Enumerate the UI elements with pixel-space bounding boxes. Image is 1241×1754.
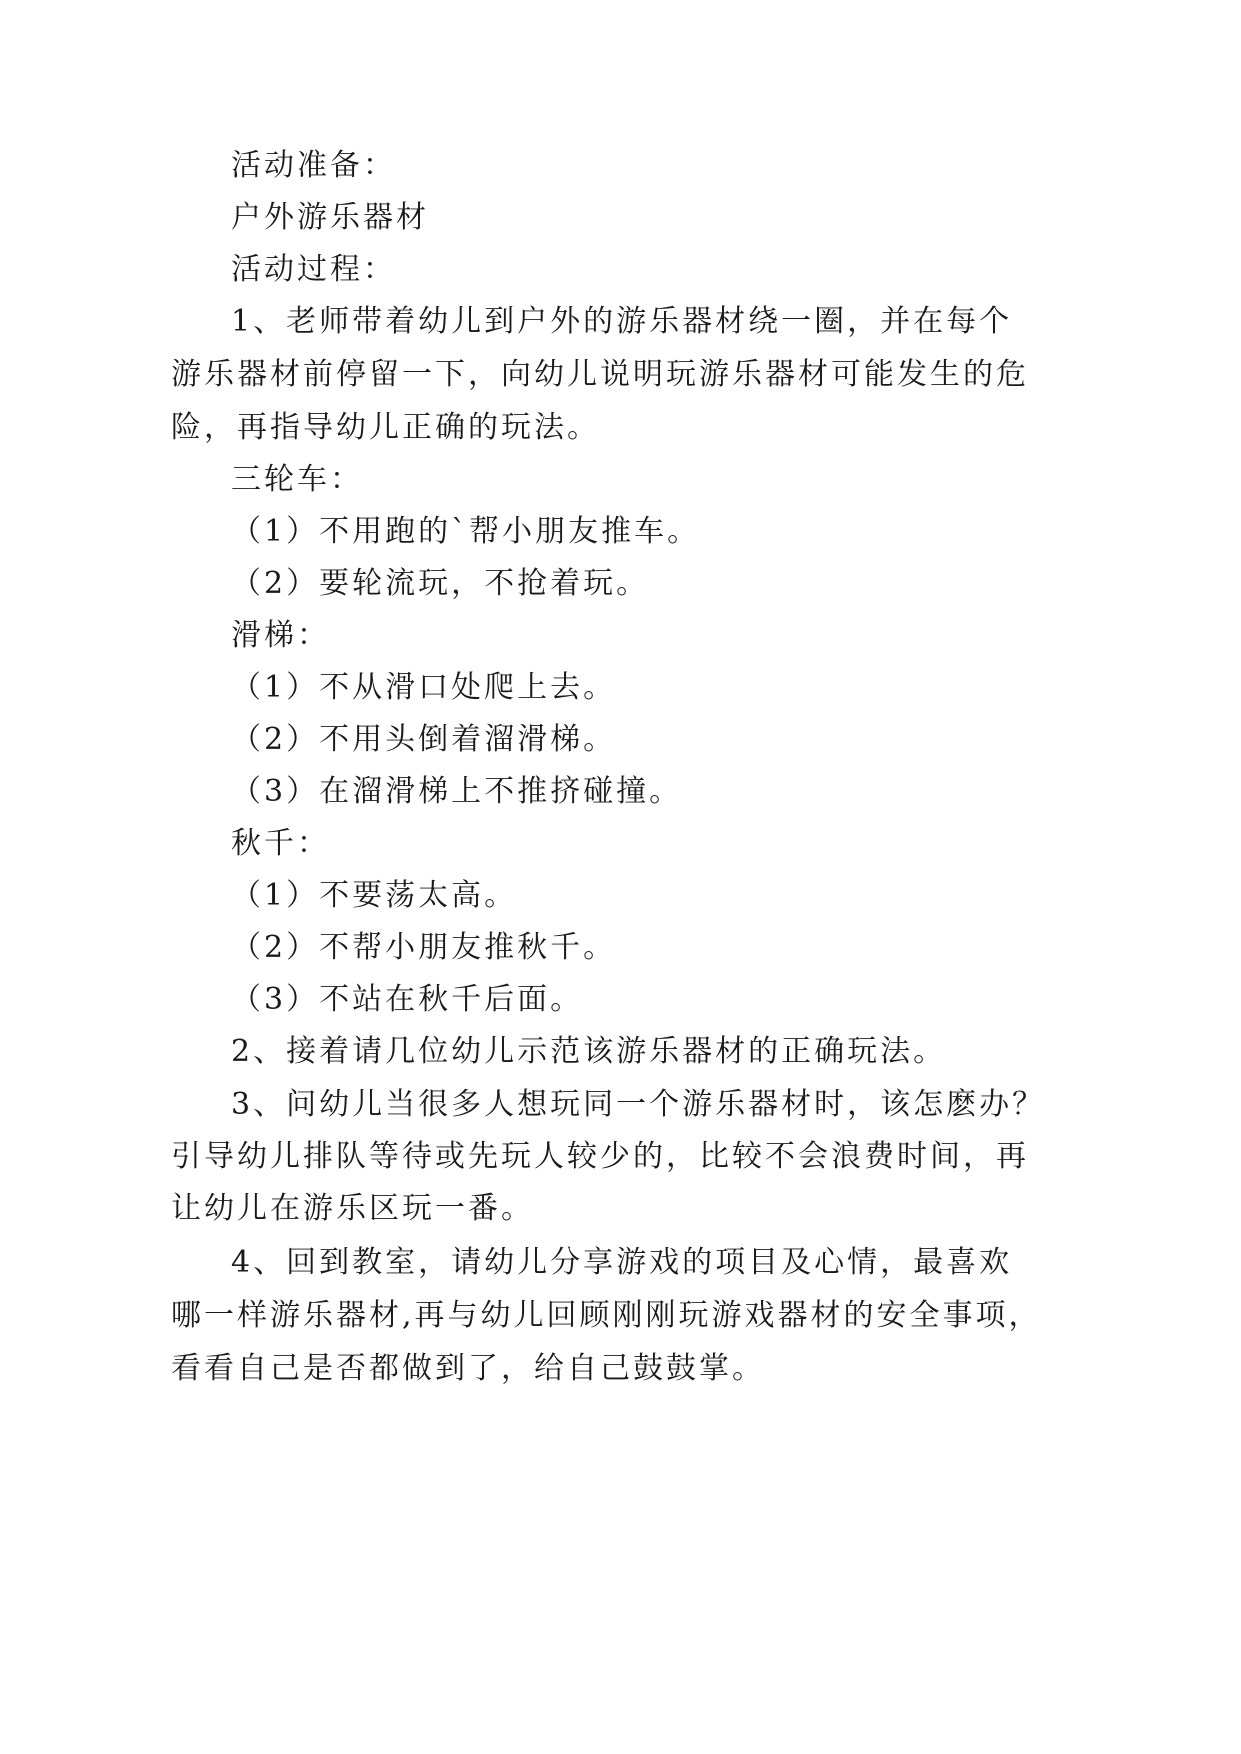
list-item-swing-3: （3）不站在秋千后面。	[231, 982, 584, 1017]
heading-activity-process: 活动过程：	[231, 252, 396, 287]
paragraph-step-4-line-1: 4、回到教室，请幼儿分享游戏的项目及心情，最喜欢	[231, 1245, 1013, 1280]
list-item-swing-1: （1）不要荡太高。	[231, 878, 518, 913]
list-item-slide-2: （2）不用头倒着溜滑梯。	[231, 722, 617, 757]
paragraph-step-2: 2、接着请几位幼儿示范该游乐器材的正确玩法。	[231, 1034, 947, 1069]
list-item-tricycle-2: （2）要轮流玩，不抢着玩。	[231, 566, 650, 601]
paragraph-step-4-line-3: 看看自己是否都做到了，给自己鼓鼓掌。	[171, 1351, 765, 1386]
paragraph-step-1-line-1: 1、老师带着幼儿到户外的游乐器材绕一圈，并在每个	[231, 304, 1013, 339]
list-item-tricycle-1: （1）不用跑的`帮小朋友推车。	[231, 514, 701, 549]
list-item-slide-3: （3）在溜滑梯上不推挤碰撞。	[231, 774, 683, 809]
list-item-swing-2: （2）不帮小朋友推秋千。	[231, 930, 617, 965]
paragraph-step-3-line-3: 让幼儿在游乐区玩一番。	[171, 1191, 534, 1226]
paragraph-step-4-line-2: 哪一样游乐器材,再与幼儿回顾刚刚玩游戏器材的安全事项，	[171, 1298, 1042, 1333]
heading-slide: 滑梯：	[231, 618, 330, 653]
paragraph-step-1-line-2: 游乐器材前停留一下，向幼儿说明玩游乐器材可能发生的危	[171, 357, 1029, 392]
paragraph-step-3-line-2: 引导幼儿排队等待或先玩人较少的，比较不会浪费时间，再	[171, 1139, 1029, 1174]
paragraph-materials: 户外游乐器材	[231, 200, 429, 235]
heading-swing: 秋千：	[231, 826, 330, 861]
list-item-slide-1: （1）不从滑口处爬上去。	[231, 670, 617, 705]
paragraph-step-1-line-3: 险，再指导幼儿正确的玩法。	[171, 410, 600, 445]
heading-activity-preparation: 活动准备：	[231, 148, 396, 183]
paragraph-step-3-line-1: 3、问幼儿当很多人想玩同一个游乐器材时，该怎麽办？	[231, 1087, 1046, 1122]
heading-tricycle: 三轮车：	[231, 462, 363, 497]
